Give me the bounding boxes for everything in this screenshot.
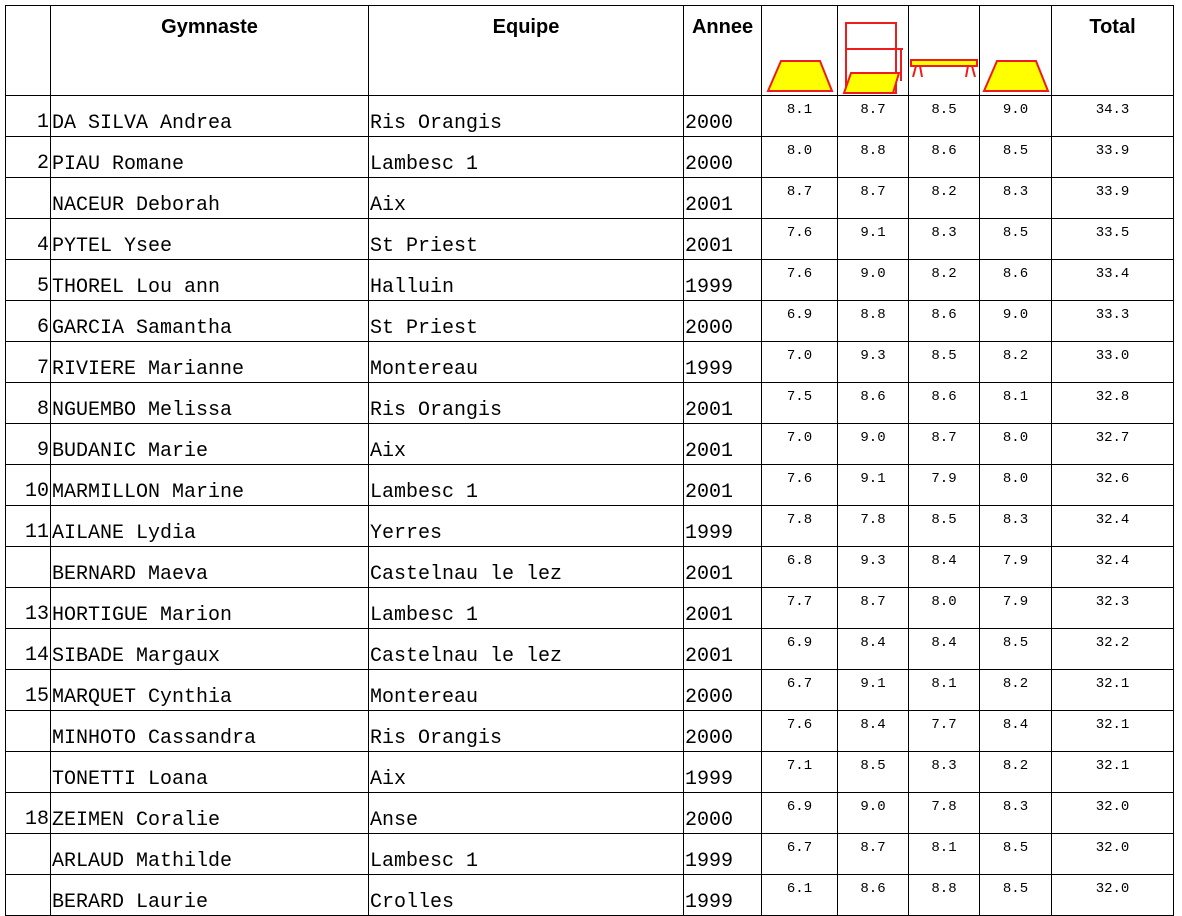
table-row xyxy=(6,342,1174,383)
rank-cell xyxy=(6,711,51,752)
floor-score-cell: 8.1 xyxy=(980,383,1052,424)
rank-cell: 7 xyxy=(6,342,51,383)
year-cell: 2001 xyxy=(684,465,762,506)
table-row xyxy=(6,96,1174,137)
table-row xyxy=(6,424,1174,465)
bars-score-cell: 8.4 xyxy=(838,711,909,752)
year-cell: 2001 xyxy=(684,383,762,424)
gymnast-name-cell: PIAU Romane xyxy=(51,137,369,178)
table-row xyxy=(6,875,1174,916)
gymnast-header: Gymnaste xyxy=(51,6,369,96)
floor-score-cell: 8.4 xyxy=(980,711,1052,752)
team-cell: Aix xyxy=(369,424,684,465)
beam-score-cell: 8.2 xyxy=(909,260,980,301)
team-cell: Aix xyxy=(369,752,684,793)
gymnast-name-cell: DA SILVA Andrea xyxy=(51,96,369,137)
vault-header xyxy=(762,6,838,96)
bars-score-cell: 9.1 xyxy=(838,219,909,260)
gymnast-name-cell: AILANE Lydia xyxy=(51,506,369,547)
table-row xyxy=(6,137,1174,178)
bars-score-cell: 9.3 xyxy=(838,342,909,383)
gymnast-name-cell: BUDANIC Marie xyxy=(51,424,369,465)
gymnast-name-cell: SIBADE Margaux xyxy=(51,629,369,670)
bars-score-cell: 8.8 xyxy=(838,137,909,178)
total-score-cell: 32.0 xyxy=(1052,793,1174,834)
floor-score-cell: 9.0 xyxy=(980,301,1052,342)
beam-score-cell: 8.5 xyxy=(909,506,980,547)
gymnast-name-cell: PYTEL Ysee xyxy=(51,219,369,260)
total-score-cell: 32.6 xyxy=(1052,465,1174,506)
bars-score-cell: 9.0 xyxy=(838,424,909,465)
table-row xyxy=(6,547,1174,588)
bars-score-cell: 9.1 xyxy=(838,465,909,506)
total-score-cell: 32.0 xyxy=(1052,875,1174,916)
team-cell: Castelnau le lez xyxy=(369,629,684,670)
total-score-cell: 33.9 xyxy=(1052,178,1174,219)
beam-score-cell: 8.6 xyxy=(909,137,980,178)
rank-cell: 15 xyxy=(6,670,51,711)
rank-cell: 8 xyxy=(6,383,51,424)
year-cell: 1999 xyxy=(684,752,762,793)
vault-score-cell: 7.6 xyxy=(762,711,838,752)
team-cell: Montereau xyxy=(369,670,684,711)
beam-score-cell: 8.4 xyxy=(909,629,980,670)
team-cell: St Priest xyxy=(369,301,684,342)
total-score-cell: 32.3 xyxy=(1052,588,1174,629)
uneven-bars-icon xyxy=(841,19,905,95)
beam-score-cell: 8.0 xyxy=(909,588,980,629)
beam-score-cell: 7.8 xyxy=(909,793,980,834)
rank-cell xyxy=(6,834,51,875)
team-cell: Lambesc 1 xyxy=(369,137,684,178)
total-score-cell: 33.3 xyxy=(1052,301,1174,342)
gymnast-name-cell: MARQUET Cynthia xyxy=(51,670,369,711)
team-cell: Anse xyxy=(369,793,684,834)
rank-cell: 1 xyxy=(6,96,51,137)
gymnast-name-cell: THOREL Lou ann xyxy=(51,260,369,301)
total-score-cell: 32.1 xyxy=(1052,670,1174,711)
floor-score-cell: 8.3 xyxy=(980,178,1052,219)
total-score-cell: 32.8 xyxy=(1052,383,1174,424)
vault-score-cell: 6.9 xyxy=(762,793,838,834)
beam-score-cell: 7.7 xyxy=(909,711,980,752)
total-score-cell: 32.1 xyxy=(1052,711,1174,752)
gymnast-name-cell: HORTIGUE Marion xyxy=(51,588,369,629)
bars-score-cell: 8.7 xyxy=(838,96,909,137)
bars-score-cell: 8.6 xyxy=(838,875,909,916)
total-score-cell: 33.5 xyxy=(1052,219,1174,260)
bars-score-cell: 9.0 xyxy=(838,793,909,834)
bars-score-cell: 8.4 xyxy=(838,629,909,670)
rank-cell: 10 xyxy=(6,465,51,506)
table-row xyxy=(6,752,1174,793)
bars-score-cell: 8.7 xyxy=(838,178,909,219)
team-cell: Yerres xyxy=(369,506,684,547)
vault-score-cell: 6.7 xyxy=(762,834,838,875)
bars-score-cell: 8.5 xyxy=(838,752,909,793)
total-score-cell: 33.4 xyxy=(1052,260,1174,301)
beam-score-cell: 8.7 xyxy=(909,424,980,465)
gymnast-name-cell: RIVIERE Marianne xyxy=(51,342,369,383)
floor-score-cell: 8.3 xyxy=(980,506,1052,547)
year-cell: 2001 xyxy=(684,219,762,260)
year-cell: 2000 xyxy=(684,711,762,752)
total-score-cell: 32.4 xyxy=(1052,547,1174,588)
rank-header xyxy=(6,6,51,96)
total-score-cell: 33.9 xyxy=(1052,137,1174,178)
vault-score-cell: 8.1 xyxy=(762,96,838,137)
uneven-bars-header xyxy=(838,6,909,96)
floor-score-cell: 8.6 xyxy=(980,260,1052,301)
table-row xyxy=(6,301,1174,342)
year-cell: 2000 xyxy=(684,301,762,342)
team-header: Equipe xyxy=(369,6,684,96)
beam-score-cell: 8.8 xyxy=(909,875,980,916)
gymnast-name-cell: GARCIA Samantha xyxy=(51,301,369,342)
table-row xyxy=(6,670,1174,711)
gymnast-name-cell: BERNARD Maeva xyxy=(51,547,369,588)
gymnast-name-cell: ARLAUD Mathilde xyxy=(51,834,369,875)
floor-score-cell: 8.0 xyxy=(980,465,1052,506)
total-score-cell: 32.1 xyxy=(1052,752,1174,793)
year-cell: 1999 xyxy=(684,342,762,383)
beam-score-cell: 8.6 xyxy=(909,301,980,342)
floor-icon xyxy=(982,55,1050,95)
bars-score-cell: 9.3 xyxy=(838,547,909,588)
header-row xyxy=(6,6,1174,96)
vault-score-cell: 6.9 xyxy=(762,629,838,670)
team-cell: Halluin xyxy=(369,260,684,301)
total-score-cell: 33.0 xyxy=(1052,342,1174,383)
gymnast-name-cell: TONETTI Loana xyxy=(51,752,369,793)
rank-cell: 11 xyxy=(6,506,51,547)
vault-score-cell: 6.7 xyxy=(762,670,838,711)
gymnast-name-cell: BERARD Laurie xyxy=(51,875,369,916)
rank-cell: 18 xyxy=(6,793,51,834)
vault-score-cell: 7.0 xyxy=(762,424,838,465)
vault-score-cell: 7.6 xyxy=(762,260,838,301)
bars-score-cell: 8.7 xyxy=(838,588,909,629)
gymnast-name-cell: MINHOTO Cassandra xyxy=(51,711,369,752)
bars-score-cell: 8.8 xyxy=(838,301,909,342)
beam-score-cell: 8.4 xyxy=(909,547,980,588)
rank-cell xyxy=(6,178,51,219)
rank-cell: 4 xyxy=(6,219,51,260)
table-row xyxy=(6,834,1174,875)
vault-score-cell: 7.7 xyxy=(762,588,838,629)
vault-score-cell: 7.1 xyxy=(762,752,838,793)
table-row xyxy=(6,260,1174,301)
team-cell: St Priest xyxy=(369,219,684,260)
gymnast-name-cell: NACEUR Deborah xyxy=(51,178,369,219)
vault-score-cell: 7.5 xyxy=(762,383,838,424)
beam-header xyxy=(909,6,980,96)
gymnast-name-cell: ZEIMEN Coralie xyxy=(51,793,369,834)
floor-score-cell: 9.0 xyxy=(980,96,1052,137)
team-cell: Lambesc 1 xyxy=(369,465,684,506)
floor-score-cell: 8.5 xyxy=(980,137,1052,178)
beam-score-cell: 8.5 xyxy=(909,96,980,137)
bars-score-cell: 9.0 xyxy=(838,260,909,301)
gymnast-name-cell: NGUEMBO Melissa xyxy=(51,383,369,424)
vault-score-cell: 7.0 xyxy=(762,342,838,383)
vault-score-cell: 7.8 xyxy=(762,506,838,547)
team-cell: Crolles xyxy=(369,875,684,916)
vault-score-cell: 6.1 xyxy=(762,875,838,916)
total-header: Total xyxy=(1052,6,1174,96)
floor-score-cell: 8.0 xyxy=(980,424,1052,465)
team-cell: Ris Orangis xyxy=(369,96,684,137)
year-cell: 2001 xyxy=(684,629,762,670)
year-cell: 1999 xyxy=(684,834,762,875)
floor-score-cell: 7.9 xyxy=(980,588,1052,629)
floor-score-cell: 8.5 xyxy=(980,219,1052,260)
bars-score-cell: 8.6 xyxy=(838,383,909,424)
total-score-cell: 32.0 xyxy=(1052,834,1174,875)
rank-cell: 13 xyxy=(6,588,51,629)
year-cell: 2001 xyxy=(684,547,762,588)
team-cell: Lambesc 1 xyxy=(369,588,684,629)
year-header: Annee xyxy=(684,6,762,96)
table-row xyxy=(6,711,1174,752)
vault-icon xyxy=(766,55,834,95)
year-cell: 2001 xyxy=(684,424,762,465)
beam-score-cell: 8.6 xyxy=(909,383,980,424)
vault-score-cell: 7.6 xyxy=(762,465,838,506)
vault-score-cell: 8.7 xyxy=(762,178,838,219)
rank-cell xyxy=(6,875,51,916)
year-cell: 1999 xyxy=(684,260,762,301)
bars-score-cell: 7.8 xyxy=(838,506,909,547)
floor-score-cell: 8.2 xyxy=(980,752,1052,793)
beam-score-cell: 7.9 xyxy=(909,465,980,506)
vault-score-cell: 8.0 xyxy=(762,137,838,178)
floor-score-cell: 7.9 xyxy=(980,547,1052,588)
team-cell: Castelnau le lez xyxy=(369,547,684,588)
floor-score-cell: 8.2 xyxy=(980,670,1052,711)
bars-score-cell: 8.7 xyxy=(838,834,909,875)
year-cell: 2000 xyxy=(684,137,762,178)
vault-score-cell: 6.8 xyxy=(762,547,838,588)
table-row xyxy=(6,383,1174,424)
team-cell: Ris Orangis xyxy=(369,711,684,752)
gymnast-name-cell: MARMILLON Marine xyxy=(51,465,369,506)
floor-header xyxy=(980,6,1052,96)
team-cell: Ris Orangis xyxy=(369,383,684,424)
beam-icon xyxy=(910,55,978,95)
table-row xyxy=(6,588,1174,629)
table-row xyxy=(6,465,1174,506)
beam-score-cell: 8.5 xyxy=(909,342,980,383)
table-row xyxy=(6,178,1174,219)
floor-score-cell: 8.5 xyxy=(980,834,1052,875)
year-cell: 2000 xyxy=(684,96,762,137)
year-cell: 2000 xyxy=(684,670,762,711)
rank-cell: 9 xyxy=(6,424,51,465)
results-table xyxy=(5,5,1174,916)
bars-score-cell: 9.1 xyxy=(838,670,909,711)
beam-score-cell: 8.1 xyxy=(909,834,980,875)
table-row xyxy=(6,629,1174,670)
rank-cell: 2 xyxy=(6,137,51,178)
team-cell: Aix xyxy=(369,178,684,219)
beam-score-cell: 8.2 xyxy=(909,178,980,219)
team-cell: Montereau xyxy=(369,342,684,383)
table-row xyxy=(6,506,1174,547)
floor-score-cell: 8.3 xyxy=(980,793,1052,834)
vault-score-cell: 6.9 xyxy=(762,301,838,342)
table-row xyxy=(6,219,1174,260)
floor-score-cell: 8.5 xyxy=(980,629,1052,670)
rank-cell xyxy=(6,752,51,793)
year-cell: 2001 xyxy=(684,178,762,219)
rank-cell: 14 xyxy=(6,629,51,670)
table-row xyxy=(6,793,1174,834)
rank-cell: 5 xyxy=(6,260,51,301)
year-cell: 1999 xyxy=(684,875,762,916)
total-score-cell: 32.2 xyxy=(1052,629,1174,670)
year-cell: 2000 xyxy=(684,793,762,834)
total-score-cell: 32.4 xyxy=(1052,506,1174,547)
floor-score-cell: 8.5 xyxy=(980,875,1052,916)
year-cell: 2001 xyxy=(684,588,762,629)
vault-score-cell: 7.6 xyxy=(762,219,838,260)
rank-cell: 6 xyxy=(6,301,51,342)
beam-score-cell: 8.1 xyxy=(909,670,980,711)
total-score-cell: 32.7 xyxy=(1052,424,1174,465)
year-cell: 1999 xyxy=(684,506,762,547)
rank-cell xyxy=(6,547,51,588)
total-score-cell: 34.3 xyxy=(1052,96,1174,137)
floor-score-cell: 8.2 xyxy=(980,342,1052,383)
beam-score-cell: 8.3 xyxy=(909,219,980,260)
beam-score-cell: 8.3 xyxy=(909,752,980,793)
team-cell: Lambesc 1 xyxy=(369,834,684,875)
